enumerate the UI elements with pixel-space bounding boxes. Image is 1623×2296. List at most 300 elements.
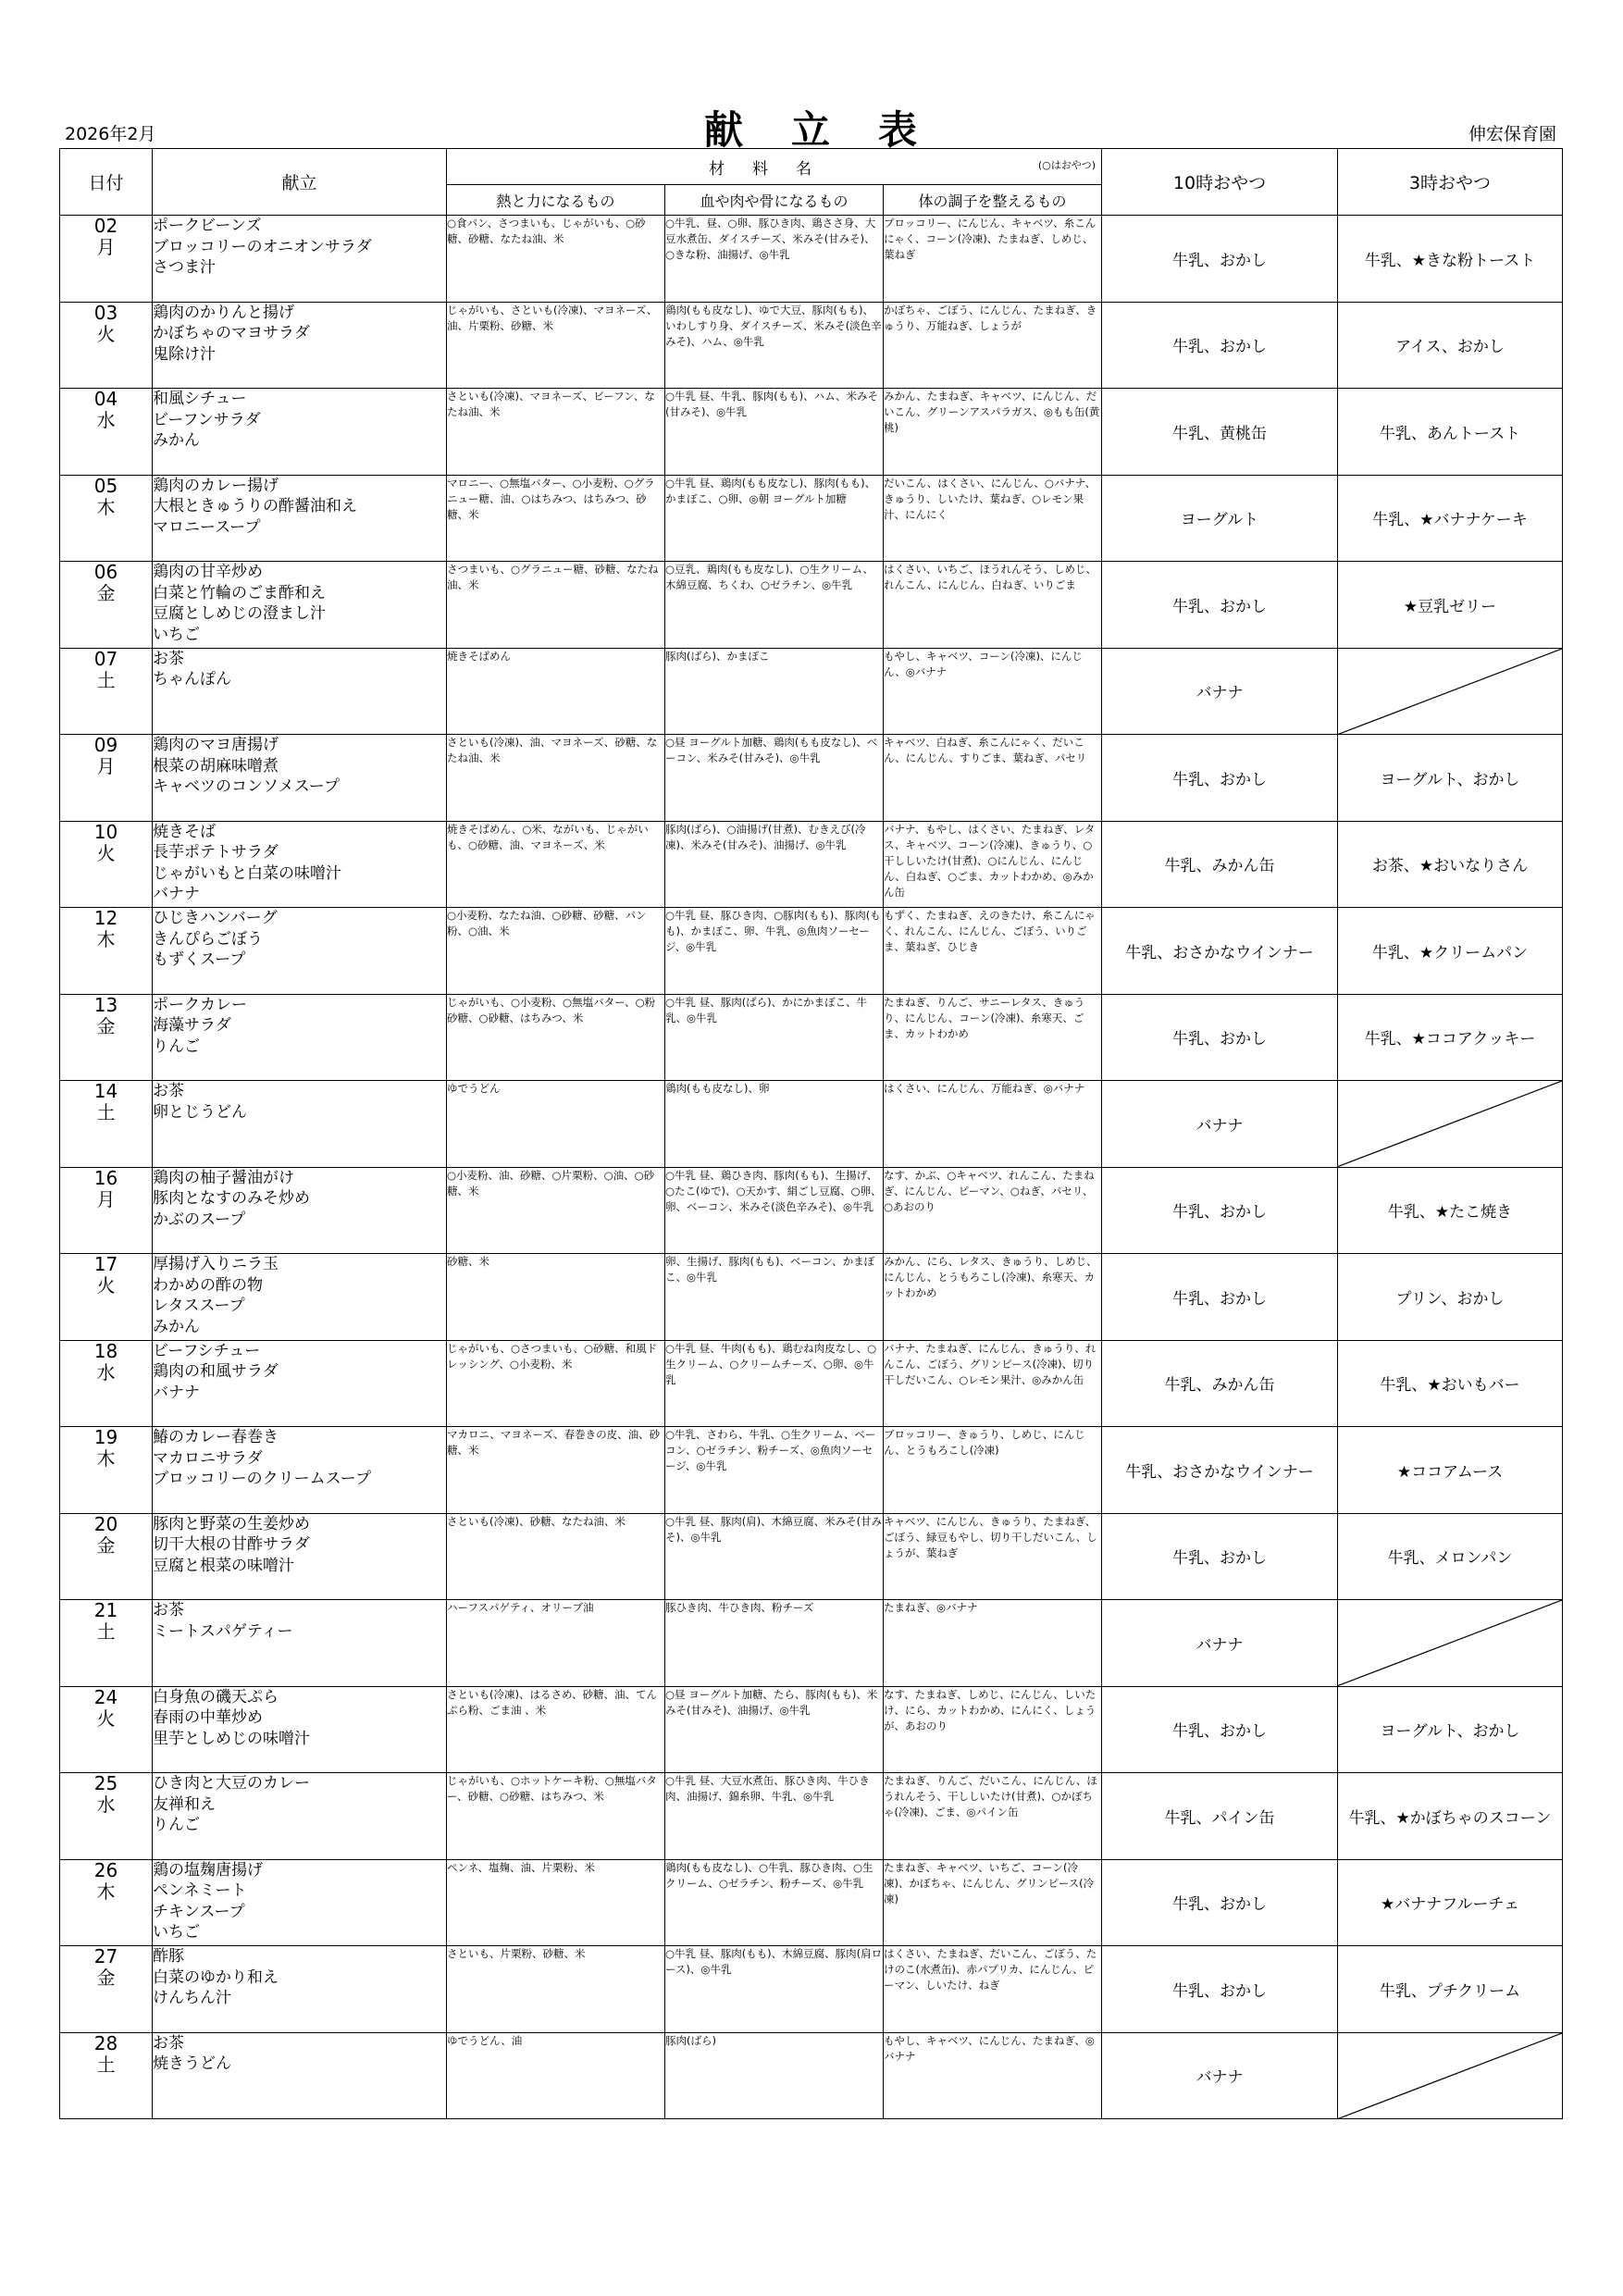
date-cell	[60, 1686, 153, 1773]
menu-dish: 和風シチュー	[153, 390, 247, 408]
menu-dish: 卵とじうどん	[153, 1102, 247, 1122]
snack-pm-cell: プリン、おかし	[1338, 1254, 1563, 1341]
menu-dish: もずくスープ	[153, 950, 246, 969]
weekday: 金	[96, 1014, 116, 1037]
ingredients-energy: ○食パン、さつまいも、じゃがいも、○砂糖、砂糖、なたね油、米	[447, 216, 665, 303]
page-title: 献立表	[703, 107, 965, 153]
menu-dish: レタススープ	[153, 1297, 245, 1315]
menu-cell	[153, 1427, 447, 1514]
ingredients-blood: 鶏肉(もも皮なし)、○牛乳、豚ひき肉、○生クリーム、○ゼラチン、粉チーズ、◎牛乳	[665, 1859, 884, 1946]
day-number: 17	[93, 1253, 118, 1275]
date-cell	[60, 1167, 153, 1254]
header-materials	[447, 149, 1102, 185]
menu-cell	[153, 908, 447, 995]
date-cell	[60, 302, 153, 389]
day-number: 25	[93, 1772, 118, 1794]
snack-am-cell: 牛乳、黄桃缶	[1102, 389, 1338, 476]
menu-row	[60, 821, 1563, 908]
menu-dish: りんご	[153, 1816, 200, 1834]
ingredients-body: みかん、にら、レタス、きゅうり、しめじ、にんじん、とうもろこし(冷凍)、糸寒天、カットわかめ	[884, 1254, 1102, 1341]
ingredients-body: たまねぎ、りんご、サニーレタス、きゅうり、にんじん、コーン(冷凍)、糸寒天、ごま、カットわかめ	[884, 994, 1102, 1081]
ingredients-blood: ○牛乳 昼、豚ひき肉、○豚肉(もも)、豚肉(もも)、かまぼこ、卵、牛乳、◎魚肉ソーセージ、◎牛乳	[665, 908, 884, 995]
snack-am-cell: 牛乳、みかん缶	[1102, 821, 1338, 908]
snack-pm-cell: ヨーグルト、おかし	[1338, 1686, 1563, 1773]
ingredients-energy: マロニー、○無塩バター、○小麦粉、○グラニュー糖、油、○はちみつ、はちみつ、砂糖、米	[447, 475, 665, 562]
date-cell	[60, 1946, 153, 2033]
snack-pm-cell: ★ココアムース	[1338, 1427, 1563, 1514]
ingredients-energy: ペンネ、塩麹、油、片栗粉、米	[447, 1859, 665, 1946]
ingredients-energy: じゃがいも、さといも(冷凍)、マヨネーズ、油、片栗粉、砂糖、米	[447, 302, 665, 389]
day-number: 21	[93, 1599, 118, 1621]
snack-pm-cell: 牛乳、★かぼちゃのスコーン	[1338, 1773, 1563, 1860]
menu-row	[60, 302, 1563, 389]
day-number: 14	[93, 1080, 118, 1102]
ingredients-energy: さといも、片栗粉、砂糖、米	[447, 1946, 665, 2033]
menu-cell	[153, 1600, 447, 1687]
menu-dish: マロニースープ	[153, 517, 261, 537]
ingredients-blood: 鶏肉(もも皮なし)、ゆで大豆、豚肉(もも)、いわしすり身、ダイスチーズ、米みそ(淡色辛みそ)、ハム、◎牛乳	[665, 302, 884, 389]
menu-dish: みかん	[153, 1317, 200, 1336]
menu-cell	[153, 994, 447, 1081]
ingredients-body: みかん、たまねぎ、キャベツ、にんじん、だいこん、グリーンアスパラガス、◎もも缶(黄桃)	[884, 389, 1102, 476]
day-number: 06	[93, 561, 118, 583]
header-energy: 熱と力になるもの	[447, 185, 665, 216]
ingredients-body: なす、たまねぎ、しめじ、にんじん、しいたけ、にら、カットわかめ、にんにく、しょうが、あおのり	[884, 1686, 1102, 1773]
menu-cell	[153, 648, 447, 735]
menu-dish: お茶	[153, 1082, 184, 1100]
menu-dish: 白身魚の磯天ぷら	[153, 1687, 279, 1706]
day-number: 27	[93, 1945, 118, 1967]
date-cell	[60, 1513, 153, 1600]
menu-row	[60, 216, 1563, 303]
menu-dish: いちご	[153, 1923, 200, 1942]
day-number: 03	[93, 301, 118, 324]
snack-am-cell: 牛乳、おかし	[1102, 994, 1338, 1081]
menu-cell	[153, 2032, 447, 2119]
weekday: 月	[96, 1187, 116, 1210]
snack-am-cell: 牛乳、おかし	[1102, 735, 1338, 822]
date-cell	[60, 908, 153, 995]
menu-dish: さつま汁	[153, 258, 216, 277]
weekday: 水	[96, 1360, 116, 1384]
menu-row	[60, 1254, 1563, 1341]
menu-row	[60, 908, 1563, 995]
ingredients-blood: 卵、生揚げ、豚肉(もも)、ベーコン、かまぼこ、◎牛乳	[665, 1254, 884, 1341]
snack-am-cell: 牛乳、みかん缶	[1102, 1340, 1338, 1427]
ingredients-energy: 焼きそばめん	[447, 648, 665, 735]
menu-dish: りんご	[153, 1036, 200, 1056]
menu-cell	[153, 216, 447, 303]
day-number: 12	[93, 907, 118, 929]
snack-am-cell: 牛乳、おさかなウインナー	[1102, 1427, 1338, 1514]
menu-dish: ひき肉と大豆のカレー	[153, 1774, 310, 1793]
ingredients-blood: ○牛乳 昼、豚肉(肩)、木綿豆腐、米みそ(甘みそ)、◎牛乳	[665, 1513, 884, 1600]
ingredients-energy: マカロニ、マヨネーズ、春巻きの皮、油、砂糖、米	[447, 1427, 665, 1514]
date-cell	[60, 1254, 153, 1341]
menu-dish: 鶏の塩麹唐揚げ	[153, 1860, 263, 1880]
menu-cell	[153, 1081, 447, 1168]
menu-dish: 鰆のカレー春巻き	[153, 1428, 279, 1446]
snack-pm-cell: 牛乳、★おいもバー	[1338, 1340, 1563, 1427]
weekday: 水	[96, 409, 116, 431]
snack-pm-cell: 牛乳、★たこ焼き	[1338, 1167, 1563, 1254]
menu-row	[60, 1340, 1563, 1427]
menu-dish: 酢豚	[153, 1947, 184, 1966]
weekday: 土	[96, 2053, 116, 2076]
weekday: 水	[96, 1793, 116, 1816]
snack-am-cell: バナナ	[1102, 648, 1338, 735]
date-cell	[60, 1081, 153, 1168]
snack-am-cell: 牛乳、おかし	[1102, 216, 1338, 303]
date-cell	[60, 821, 153, 908]
ingredients-energy: さといも(冷凍)、はるさめ、砂糖、油、てんぷら粉、ごま油 、米	[447, 1686, 665, 1773]
day-number: 07	[93, 647, 118, 670]
menu-dish: ちゃんぽん	[153, 670, 231, 689]
materials-label: 材料名	[709, 159, 839, 179]
date-cell	[60, 2032, 153, 2119]
menu-dish: 豆腐としめじの澄まし汁	[153, 604, 326, 623]
menu-dish: 春雨の中華炒め	[153, 1708, 263, 1727]
menu-dish: 鬼除け汁	[153, 344, 216, 364]
day-number: 28	[93, 2031, 118, 2054]
menu-cell	[153, 1254, 447, 1341]
menu-dish: マカロニサラダ	[153, 1448, 263, 1468]
weekday: 土	[96, 668, 116, 691]
menu-row	[60, 1859, 1563, 1946]
date-cell	[60, 1340, 153, 1427]
menu-row	[60, 1946, 1563, 2033]
ingredients-blood: 豚ひき肉、牛ひき肉、粉チーズ	[665, 1600, 884, 1687]
ingredients-blood: ○牛乳 昼、鶏肉(もも皮なし)、豚肉(もも)、かまぼこ、○卵、◎朝 ヨーグルト加糖	[665, 475, 884, 562]
weekday: 金	[96, 582, 116, 604]
menu-dish: わかめの酢の物	[153, 1275, 263, 1295]
menu-dish: ビーフンサラダ	[153, 410, 261, 429]
ingredients-body: バナナ、もやし、はくさい、たまねぎ、レタス、キャベツ、コーン(冷凍)、きゅうり、○干ししいたけ(甘煮)、○にんじん、にんじん、白ねぎ、○ごま、カットわかめ、◎みかん缶	[884, 821, 1102, 908]
menu-dish: 豆腐と根菜の味噌汁	[153, 1556, 294, 1575]
day-number: 10	[93, 820, 118, 843]
snack-am-cell: 牛乳、おかし	[1102, 562, 1338, 649]
ingredients-body: キャベツ、白ねぎ、糸こんにゃく、だいこん、にんじん、すりごま、葉ねぎ、パセリ	[884, 735, 1102, 822]
diagonal-slash	[1338, 1600, 1562, 1686]
ingredients-blood: 豚肉(ばら)、○油揚げ(甘煮)、むきえび(冷凍)、米みそ(甘みそ)、油揚げ、◎牛乳	[665, 821, 884, 908]
date-cell	[60, 216, 153, 303]
ingredients-blood: ○昼 ヨーグルト加糖、たら、豚肉(もも)、米みそ(甘みそ)、油揚げ、◎牛乳	[665, 1686, 884, 1773]
menu-dish: 焼きそば	[153, 822, 216, 841]
menu-row	[60, 1081, 1563, 1168]
weekday: 木	[96, 1880, 116, 1903]
header-blood: 血や肉や骨になるもの	[665, 185, 884, 216]
ingredients-energy: じゃがいも、○小麦粉、○無塩バター、○粉砂糖、○砂糖、はちみつ、米	[447, 994, 665, 1081]
menu-row	[60, 475, 1563, 562]
snack-am-cell: 牛乳、おかし	[1102, 1686, 1338, 1773]
menu-row	[60, 735, 1563, 822]
snack-am-cell: 牛乳、おさかなウインナー	[1102, 908, 1338, 995]
menu-cell	[153, 1859, 447, 1946]
date-cell	[60, 1859, 153, 1946]
snack-am-cell: ヨーグルト	[1102, 475, 1338, 562]
menu-dish: 長芋ポテトサラダ	[153, 843, 279, 862]
menu-cell	[153, 1513, 447, 1600]
snack-pm-cell: 牛乳、★クリームパン	[1338, 908, 1563, 995]
menu-dish: バナナ	[153, 885, 200, 903]
ingredients-body: ブロッコリー、にんじん、キャベツ、糸こんにゃく、コーン(冷凍)、たまねぎ、しめじ、葉ねぎ	[884, 216, 1102, 303]
menu-cell	[153, 475, 447, 562]
menu-dish: かぼちゃのマヨサラダ	[153, 324, 310, 342]
ingredients-energy: さつまいも、○グラニュー糖、砂糖、なたね油、米	[447, 562, 665, 649]
ingredients-body: だいこん、はくさい、にんじん、○バナナ、きゅうり、しいたけ、葉ねぎ、○レモン果汁、にんにく	[884, 475, 1102, 562]
menu-cell	[153, 302, 447, 389]
menu-cell	[153, 562, 447, 649]
header-date-column: 日付	[60, 149, 153, 216]
menu-cell	[153, 1946, 447, 2033]
menu-dish: 友禅和え	[153, 1794, 216, 1814]
date-cell	[60, 562, 153, 649]
menu-cell	[153, 1686, 447, 1773]
date-cell	[60, 648, 153, 735]
date-cell	[60, 475, 153, 562]
weekday: 木	[96, 1447, 116, 1470]
menu-dish: 鶏肉の柚子醤油がけ	[153, 1168, 294, 1187]
ingredients-blood: 豚肉(ばら)、かまぼこ	[665, 648, 884, 735]
ingredients-blood: ○牛乳 昼、鶏ひき肉、豚肉(もも)、生揚げ、○たこ(ゆで)、○天かす、絹ごし豆腐、○卵、卵、ベーコン、米みそ(淡色辛みそ)、◎牛乳	[665, 1167, 884, 1254]
weekday: 土	[96, 1101, 116, 1123]
snack-pm-cell: アイス、おかし	[1338, 302, 1563, 389]
ingredients-body: キャベツ、にんじん、きゅうり、たまねぎ、ごぼう、緑豆もやし、切り干しだいこん、しょうが、葉ねぎ	[884, 1513, 1102, 1600]
menu-row	[60, 994, 1563, 1081]
menu-row	[60, 1686, 1563, 1773]
day-number: 02	[93, 215, 118, 237]
date-cell	[60, 1773, 153, 1860]
snack-am-cell: 牛乳、パイン缶	[1102, 1773, 1338, 1860]
weekday: 金	[96, 1533, 116, 1557]
ingredients-blood: ○牛乳 昼、牛肉(もも)、鶏むね肉皮なし、○生クリーム、○クリームチーズ、○卵、◎牛乳	[665, 1340, 884, 1427]
snack-pm-cell: 牛乳、プチクリーム	[1338, 1946, 1563, 2033]
menu-dish: ペンネミート	[153, 1881, 247, 1900]
menu-dish: 白菜のゆかり和え	[153, 1967, 279, 1987]
weekday: 月	[96, 755, 116, 777]
menu-dish: じゃがいもと白菜の味噌汁	[153, 863, 341, 883]
menu-row	[60, 1773, 1563, 1860]
snack-am-cell: バナナ	[1102, 1081, 1338, 1168]
menu-row	[60, 562, 1563, 649]
date-cell	[60, 994, 153, 1081]
ingredients-body: たまねぎ、りんご、だいこん、にんじん、ほうれんそう、干ししいたけ(甘煮)、○かぼちゃ(冷凍)、ごま、◎パイン缶	[884, 1773, 1102, 1860]
ingredients-body: はくさい、にんじん、万能ねぎ、◎バナナ	[884, 1081, 1102, 1168]
snack-am-cell: バナナ	[1102, 2032, 1338, 2119]
menu-dish: いちご	[153, 625, 200, 644]
menu-cell	[153, 735, 447, 822]
snack-pm-cell: 牛乳、★ココアクッキー	[1338, 994, 1563, 1081]
weekday: 火	[96, 322, 116, 345]
ingredients-energy: ○小麦粉、なたね油、○砂糖、砂糖、パン粉、○油、米	[447, 908, 665, 995]
day-number: 18	[93, 1339, 118, 1362]
ingredients-body: はくさい、いちご、ほうれんそう、しめじ、れんこん、にんじん、白ねぎ、いりごま	[884, 562, 1102, 649]
snack-pm-empty-slash	[1338, 648, 1563, 735]
snack-am-cell: 牛乳、おかし	[1102, 1513, 1338, 1600]
menu-row	[60, 648, 1563, 735]
menu-table	[59, 148, 1563, 2119]
menu-dish: ブロッコリーのオニオンサラダ	[153, 237, 372, 256]
ingredients-energy: 砂糖、米	[447, 1254, 665, 1341]
menu-dish: 切干大根の甘酢サラダ	[153, 1535, 310, 1554]
snack-pm-cell: ★バナナフルーチェ	[1338, 1859, 1563, 1946]
ingredients-body: ブロッコリー、きゅうり、しめじ、にんじん、とうもろこし(冷凍)	[884, 1427, 1102, 1514]
menu-dish: 大根ときゅうりの酢醤油和え	[153, 497, 357, 515]
menu-dish: 鶏肉のカレー揚げ	[153, 476, 279, 495]
ingredients-blood: 鶏肉(もも皮なし)、卵	[665, 1081, 884, 1168]
ingredients-blood: ○牛乳 昼、大豆水煮缶、豚ひき肉、牛ひき肉、油揚げ、錦糸卵、牛乳、◎牛乳	[665, 1773, 884, 1860]
menu-dish: バナナ	[153, 1383, 200, 1402]
weekday: 火	[96, 1274, 116, 1297]
day-number: 26	[93, 1858, 118, 1881]
snack-pm-cell: ★豆乳ゼリー	[1338, 562, 1563, 649]
day-number: 13	[93, 993, 118, 1016]
day-number: 19	[93, 1426, 118, 1448]
weekday: 火	[96, 1706, 116, 1730]
ingredients-energy: 焼きそばめん、○米、ながいも、じゃがいも、○砂糖、油、マヨネーズ、米	[447, 821, 665, 908]
ingredients-body: もやし、キャベツ、コーン(冷凍)、にんじん、◎バナナ	[884, 648, 1102, 735]
menu-row	[60, 1513, 1563, 1600]
day-number: 16	[93, 1166, 118, 1189]
menu-cell	[153, 821, 447, 908]
page-header	[59, 100, 1562, 155]
ingredients-blood: ○牛乳 昼、牛乳、豚肉(もも)、ハム、米みそ(甘みそ)、◎牛乳	[665, 389, 884, 476]
snack-pm-cell: 牛乳、★バナナケーキ	[1338, 475, 1563, 562]
ingredients-energy: ○小麦粉、油、砂糖、○片栗粉、○油、○砂糖、米	[447, 1167, 665, 1254]
weekday: 金	[96, 1967, 116, 1989]
menu-row	[60, 1167, 1563, 1254]
menu-cell	[153, 1167, 447, 1254]
date-cell	[60, 1427, 153, 1514]
ingredients-body: もずく、たまねぎ、えのきたけ、糸こんにゃく、れんこん、にんじん、ごぼう、いりごま、葉ねぎ、ひじき	[884, 908, 1102, 995]
snack-pm-empty-slash	[1338, 1081, 1563, 1168]
day-number: 04	[93, 388, 118, 410]
day-number: 05	[93, 474, 118, 497]
ingredients-body: なす、かぶ、○キャベツ、れんこん、たまねぎ、にんじん、ピーマン、○ねぎ、パセリ、○あおのり	[884, 1167, 1102, 1254]
menu-dish: きんぴらごぼう	[153, 929, 263, 949]
snack-pm-empty-slash	[1338, 2032, 1563, 2119]
ingredients-energy: ゆでうどん	[447, 1081, 665, 1168]
ingredients-blood: ○昼 ヨーグルト加糖、鶏肉(もも皮なし)、ベーコン、米みそ(甘みそ)、◎牛乳	[665, 735, 884, 822]
menu-dish: 鶏肉のマヨ唐揚げ	[153, 736, 279, 754]
header-menu-column: 献立	[153, 149, 447, 216]
snack-pm-cell: ヨーグルト、おかし	[1338, 735, 1563, 822]
snack-am-cell: 牛乳、おかし	[1102, 1859, 1338, 1946]
menu-dish: けんちん汁	[153, 1989, 231, 2007]
menu-dish: お茶	[153, 2033, 184, 2053]
ingredients-energy: さといも(冷凍)、砂糖、なたね油、米	[447, 1513, 665, 1600]
menu-dish: 海藻サラダ	[153, 1016, 231, 1035]
ingredients-energy: さといも(冷凍)、マヨネーズ、ビーフン、なたね油、米	[447, 389, 665, 476]
menu-cell	[153, 1340, 447, 1427]
header-snack-pm: 3時おやつ	[1338, 149, 1563, 216]
weekday: 火	[96, 841, 116, 864]
weekday: 木	[96, 495, 116, 518]
menu-row	[60, 2032, 1563, 2119]
snack-pm-cell: 牛乳、メロンパン	[1338, 1513, 1563, 1600]
date-cell	[60, 1600, 153, 1687]
menu-dish: 豚肉と野菜の生姜炒め	[153, 1514, 310, 1533]
snack-pm-cell: 牛乳、あんトースト	[1338, 389, 1563, 476]
ingredients-energy: じゃがいも、○さつまいも、○砂糖、和風ドレッシング、○小麦粉、米	[447, 1340, 665, 1427]
weekday: 木	[96, 928, 116, 950]
day-number: 09	[93, 734, 118, 756]
materials-note: (○はおやつ)	[1037, 159, 1096, 171]
menu-row	[60, 389, 1563, 476]
menu-dish: ひじきハンバーグ	[153, 909, 278, 927]
menu-dish: キャベツのコンソメスープ	[153, 777, 340, 796]
menu-dish: 焼きうどん	[153, 2054, 231, 2073]
ingredients-body: たまねぎ、キャベツ、いちご、コーン(冷凍)、かぼちゃ、にんじん、グリンピース(冷凍)	[884, 1859, 1102, 1946]
day-number: 20	[93, 1512, 118, 1535]
menu-dish: ブロッコリーのクリームスープ	[153, 1470, 371, 1488]
weekday: 土	[96, 1620, 116, 1643]
ingredients-blood: ○牛乳 昼、豚肉(ばら)、かにかまぼこ、牛乳、◎牛乳	[665, 994, 884, 1081]
menu-dish: 厚揚げ入りニラ玉	[153, 1255, 279, 1273]
menu-dish: みかん	[153, 431, 200, 450]
weekday: 月	[96, 236, 116, 258]
menu-dish: 根菜の胡麻味噌煮	[153, 756, 279, 776]
snack-am-cell: 牛乳、おかし	[1102, 1254, 1338, 1341]
snack-pm-empty-slash	[1338, 1600, 1563, 1687]
ingredients-blood: ○牛乳 昼、豚肉(もも)、木綿豆腐、豚肉(肩ロース)、◎牛乳	[665, 1946, 884, 2033]
menu-dish: 白菜と竹輪のごま酢和え	[153, 583, 326, 602]
ingredients-body: もやし、キャベツ、にんじん、たまねぎ、◎バナナ	[884, 2032, 1102, 2119]
snack-am-cell: 牛乳、おかし	[1102, 1946, 1338, 2033]
menu-dish: お茶	[153, 649, 184, 668]
day-number: 24	[93, 1685, 118, 1708]
diagonal-slash	[1338, 649, 1562, 735]
menu-row	[60, 1427, 1563, 1514]
snack-am-cell: 牛乳、おかし	[1102, 302, 1338, 389]
menu-cell	[153, 389, 447, 476]
menu-dish: 里芋としめじの味噌汁	[153, 1729, 310, 1748]
ingredients-energy: ゆでうどん、油	[447, 2032, 665, 2119]
menu-dish: ポークカレー	[153, 995, 247, 1014]
menu-dish: ミートスパゲティー	[153, 1621, 293, 1641]
menu-dish: チキンスープ	[153, 1902, 245, 1921]
menu-dish: 鶏肉の甘辛炒め	[153, 563, 263, 581]
menu-row	[60, 1600, 1563, 1687]
ingredients-energy: ハーフスパゲティ、オリーブ油	[447, 1600, 665, 1687]
header-snack-am: 10時おやつ	[1102, 149, 1338, 216]
snack-am-cell: バナナ	[1102, 1600, 1338, 1687]
menu-dish: 豚肉となすのみそ炒め	[153, 1189, 310, 1208]
ingredients-body: かぼちゃ、ごぼう、にんじん、たまねぎ、きゅうり、万能ねぎ、しょうが	[884, 302, 1102, 389]
ingredients-blood: ○豆乳、鶏肉(もも皮なし)、○生クリーム、木綿豆腐、ちくわ、○ゼラチン、◎牛乳	[665, 562, 884, 649]
snack-am-cell: 牛乳、おかし	[1102, 1167, 1338, 1254]
diagonal-slash	[1338, 1081, 1562, 1167]
school-name: 伸宏保育園	[1468, 124, 1556, 144]
ingredients-blood: ○牛乳、さわら、牛乳、○生クリーム、ベーコン、○ゼラチン、粉チーズ、◎魚肉ソーセージ、◎牛乳	[665, 1427, 884, 1514]
ingredients-body: はくさい、たまねぎ、だいこん、ごぼう、たけのこ(水煮缶)、赤パプリカ、にんじん、ピーマン、しいたけ、ねぎ	[884, 1946, 1102, 2033]
menu-dish: かぶのスープ	[153, 1210, 246, 1229]
ingredients-body: バナナ、たまねぎ、にんじん、きゅうり、れんこん、ごぼう、グリンピース(冷凍)、切り干しだいこん、○レモン果汁、◎みかん缶	[884, 1340, 1102, 1427]
ingredients-body: たまねぎ、◎バナナ	[884, 1600, 1102, 1687]
menu-dish: 鶏肉のかりんと揚げ	[153, 303, 294, 322]
snack-pm-cell: 牛乳、★きな粉トースト	[1338, 216, 1563, 303]
menu-dish: ポークビーンズ	[153, 217, 262, 235]
ingredients-blood: 豚肉(ばら)	[665, 2032, 884, 2119]
menu-dish: お茶	[153, 1601, 184, 1620]
menu-dish: ビーフシチュー	[153, 1341, 261, 1360]
diagonal-slash	[1338, 2033, 1562, 2119]
menu-dish: 鶏肉の和風サラダ	[153, 1362, 279, 1381]
ingredients-blood: ○牛乳、昼、○卵、豚ひき肉、鶏ささ身、大豆水煮缶、ダイスチーズ、米みそ(甘みそ)、○きな粉、油揚げ、◎牛乳	[665, 216, 884, 303]
ingredients-energy: じゃがいも、○ホットケーキ粉、○無塩バター、砂糖、○砂糖、はちみつ、米	[447, 1773, 665, 1860]
menu-cell	[153, 1773, 447, 1860]
header-body: 体の調子を整えるもの	[884, 185, 1102, 216]
